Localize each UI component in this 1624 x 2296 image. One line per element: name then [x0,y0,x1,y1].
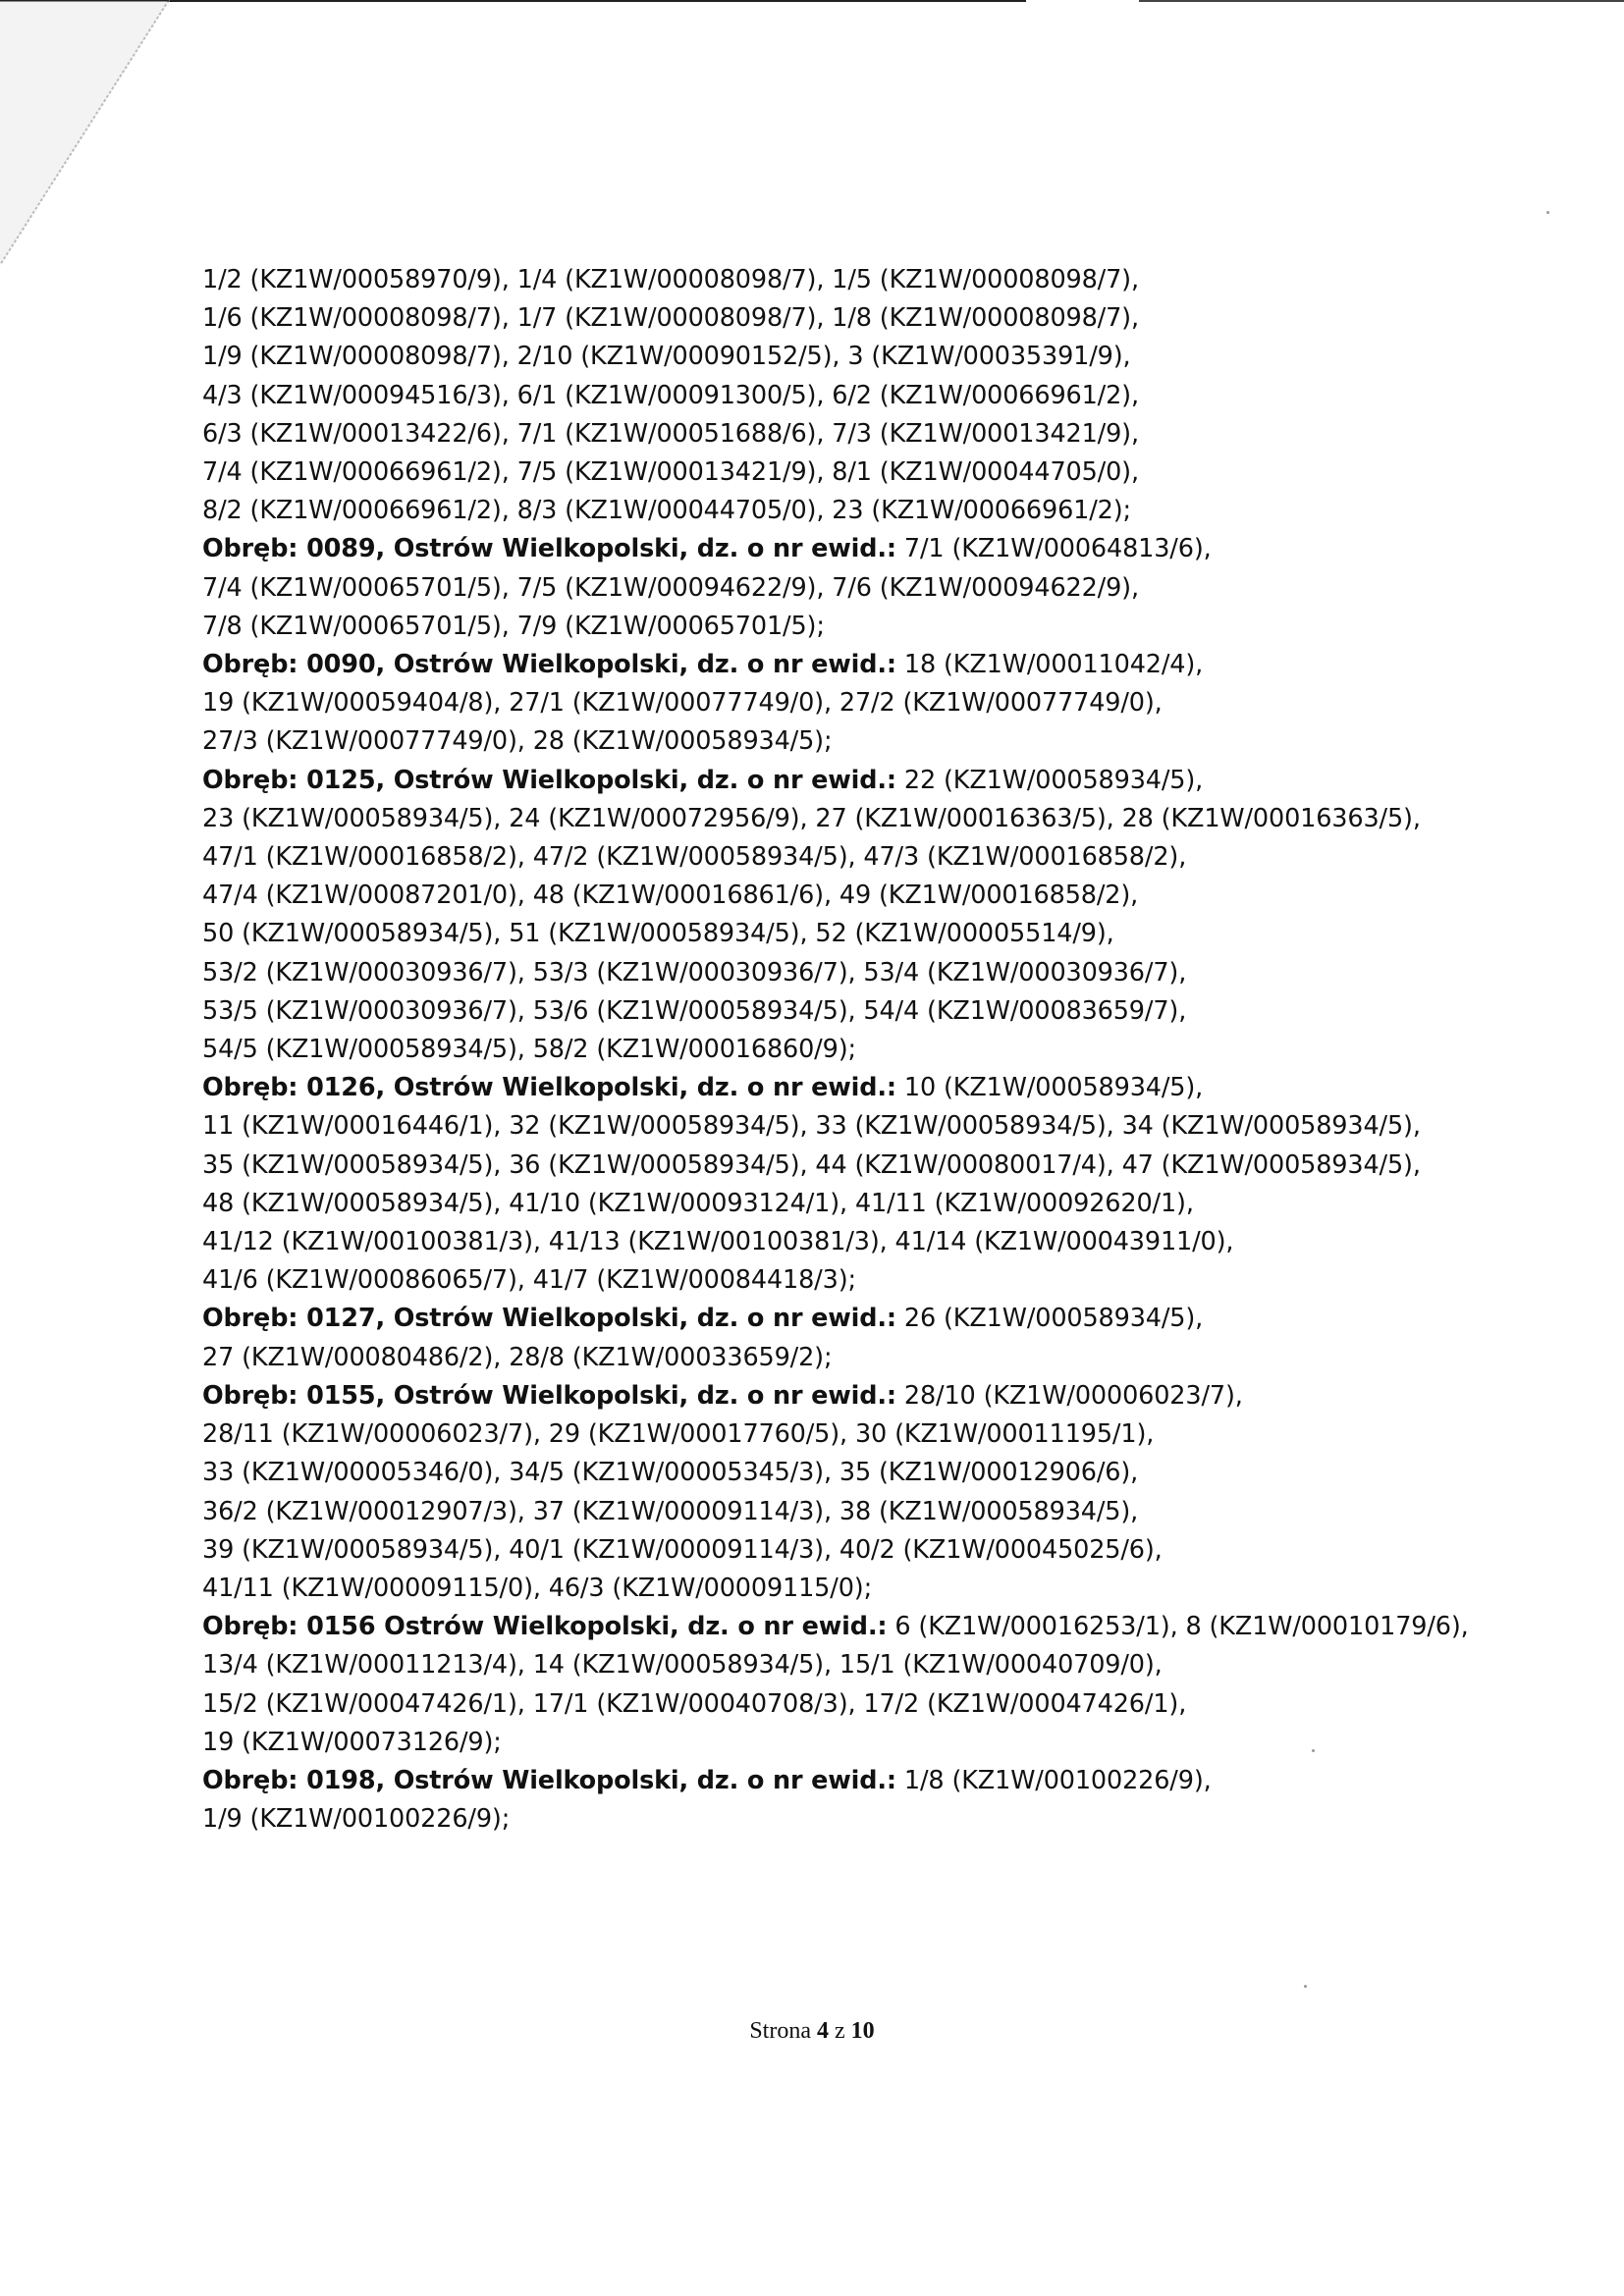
text-line: 53/5 (KZ1W/00030936/7), 53/6 (KZ1W/00058934/5), 54/4 (KZ1W/00083659/7), [202,995,1187,1026]
text-line: 7/8 (KZ1W/00065701/5), 7/9 (KZ1W/00065701/5); [202,611,825,641]
precinct-label: Obręb: 0156 Ostrów Wielkopolski, dz. o nr ewid.: [202,1612,888,1642]
section-first-line [202,530,1479,568]
precinct-label: Obręb: 0090, Ostrów Wielkopolski, dz. o nr ewid.: [202,650,896,680]
precinct-label: Obręb: 0127, Ostrów Wielkopolski, dz. o nr ewid.: [202,1304,896,1334]
text-line: 54/5 (KZ1W/00058934/5), 58/2 (KZ1W/00016860/9); [202,1035,856,1065]
precinct-label: Obręb: 0198, Ostrów Wielkopolski, dz. o nr ewid.: [202,1765,896,1795]
text-line: 1/6 (KZ1W/00008098/7), 1/7 (KZ1W/00008098/7), 1/8 (KZ1W/00008098/7), [202,303,1139,334]
precinct-label: Obręb: 0126, Ostrów Wielkopolski, dz. o nr ewid.: [202,1073,896,1103]
text-line: 15/2 (KZ1W/00047426/1), 17/1 (KZ1W/00040708/3), 17/2 (KZ1W/00047426/1), [202,1688,1187,1719]
text-line: 47/4 (KZ1W/00087201/0), 48 (KZ1W/00016861/6), 49 (KZ1W/00016858/2), [202,881,1139,911]
parcel-entries: 6 (KZ1W/00016253/1), 8 (KZ1W/00010179/6), [887,1612,1469,1642]
text-line: 6/3 (KZ1W/00013422/6), 7/1 (KZ1W/00051688/6), 7/3 (KZ1W/00013421/9), [202,418,1139,449]
text-line: 1/9 (KZ1W/00008098/7), 2/10 (KZ1W/00090152/5), 3 (KZ1W/00035391/9), [202,342,1131,372]
footer-separator: z [829,2018,851,2044]
text-line: 35 (KZ1W/00058934/5), 36 (KZ1W/00058934/5), 44 (KZ1W/00080017/4), 47 (KZ1W/00058934/5), [202,1149,1421,1180]
text-line: 1/9 (KZ1W/00100226/9); [202,1804,511,1835]
text-line: 7/4 (KZ1W/00066961/2), 7/5 (KZ1W/00013421/9), 8/1 (KZ1W/00044705/0), [202,457,1139,488]
text-line: 8/2 (KZ1W/00066961/2), 8/3 (KZ1W/00044705/0), 23 (KZ1W/00066961/2); [202,496,1131,526]
text-line: 47/1 (KZ1W/00016858/2), 47/2 (KZ1W/00058934/5), 47/3 (KZ1W/00016858/2), [202,842,1187,873]
precinct-label: Obręb: 0125, Ostrów Wielkopolski, dz. o nr ewid.: [202,765,896,795]
scan-speck [1546,211,1549,214]
text-line: 11 (KZ1W/00016446/1), 32 (KZ1W/00058934/5), 33 (KZ1W/00058934/5), 34 (KZ1W/00058934/5), [202,1111,1421,1142]
precinct-label: Obręb: 0089, Ostrów Wielkopolski, dz. o nr ewid.: [202,534,896,564]
text-line: 53/2 (KZ1W/00030936/7), 53/3 (KZ1W/00030936/7), 53/4 (KZ1W/00030936/7), [202,957,1187,988]
precinct-section [202,762,1479,1070]
text-line: 48 (KZ1W/00058934/5), 41/10 (KZ1W/00093124/1), 41/11 (KZ1W/00092620/1), [202,1188,1194,1218]
text-line: 36/2 (KZ1W/00012907/3), 37 (KZ1W/00009114/3), 38 (KZ1W/00058934/5), [202,1496,1139,1526]
section-first-line [202,1377,1479,1415]
text-line: 33 (KZ1W/00005346/0), 34/5 (KZ1W/00005345/3), 35 (KZ1W/00012906/6), [202,1458,1139,1488]
parcel-entries: 26 (KZ1W/00058934/5), [895,1304,1204,1334]
continuation-block [202,261,1479,530]
scan-corner-fold-mark [0,0,177,275]
footer-page-total: 10 [850,2018,875,2044]
text-line: 50 (KZ1W/00058934/5), 51 (KZ1W/00058934/5), 52 (KZ1W/00005514/9), [202,919,1114,949]
text-line: 13/4 (KZ1W/00011213/4), 14 (KZ1W/00058934/5), 15/1 (KZ1W/00040709/0), [202,1650,1163,1681]
text-line: 27 (KZ1W/00080486/2), 28/8 (KZ1W/00033659/2); [202,1342,833,1372]
text-line: 27/3 (KZ1W/00077749/0), 28 (KZ1W/00058934/5); [202,726,833,757]
precinct-label: Obręb: 0155, Ostrów Wielkopolski, dz. o nr ewid.: [202,1380,896,1411]
precinct-sections [202,530,1479,1839]
text-line: 4/3 (KZ1W/00094516/3), 6/1 (KZ1W/00091300/5), 6/2 (KZ1W/00066961/2), [202,380,1139,410]
text-line: 23 (KZ1W/00058934/5), 24 (KZ1W/00072956/9), 27 (KZ1W/00016363/5), 28 (KZ1W/00016363/5), [202,803,1421,833]
page-footer [0,2018,1624,2045]
precinct-section [202,1762,1479,1839]
section-first-line [202,646,1479,684]
precinct-section [202,1608,1479,1762]
footer-prefix: Strona [749,2018,817,2044]
parcel-entries: 10 (KZ1W/00058934/5), [895,1073,1204,1103]
text-line: 39 (KZ1W/00058934/5), 40/1 (KZ1W/00009114/3), 40/2 (KZ1W/00045025/6), [202,1534,1163,1565]
parcel-entries: 28/10 (KZ1W/00006023/7), [895,1380,1243,1411]
section-first-line [202,1069,1479,1107]
scan-top-edge-line-right [1139,0,1624,2]
section-first-line [202,1608,1479,1646]
parcel-entries: 18 (KZ1W/00011042/4), [895,650,1204,680]
section-first-line [202,762,1479,800]
text-line: 19 (KZ1W/00073126/9); [202,1727,502,1757]
text-line: 41/6 (KZ1W/00086065/7), 41/7 (KZ1W/00084418/3); [202,1265,856,1296]
text-line: 19 (KZ1W/00059404/8), 27/1 (KZ1W/00077749/0), 27/2 (KZ1W/00077749/0), [202,688,1163,719]
text-line: 7/4 (KZ1W/00065701/5), 7/5 (KZ1W/00094622/9), 7/6 (KZ1W/00094622/9), [202,572,1139,603]
text-line: 1/2 (KZ1W/00058970/9), 1/4 (KZ1W/00008098/7), 1/5 (KZ1W/00008098/7), [202,265,1139,294]
text-line: 28/11 (KZ1W/00006023/7), 29 (KZ1W/00017760/5), 30 (KZ1W/00011195/1), [202,1419,1155,1450]
precinct-section [202,1300,1479,1376]
precinct-section [202,1069,1479,1300]
parcel-entries: 7/1 (KZ1W/00064813/6), [895,534,1212,564]
precinct-section [202,530,1479,646]
precinct-section [202,646,1479,762]
text-line: 41/12 (KZ1W/00100381/3), 41/13 (KZ1W/00100381/3), 41/14 (KZ1W/00043911/0), [202,1227,1234,1257]
parcel-entries: 22 (KZ1W/00058934/5), [895,765,1204,795]
section-first-line [202,1300,1479,1338]
footer-page-number: 4 [817,2018,829,2044]
precinct-section [202,1377,1479,1608]
parcel-list-body [202,261,1479,1839]
parcel-entries: 1/8 (KZ1W/00100226/9), [895,1765,1212,1795]
section-first-line [202,1762,1479,1800]
scan-speck [1304,1985,1307,1988]
text-line: 41/11 (KZ1W/00009115/0), 46/3 (KZ1W/00009115/0); [202,1573,873,1603]
